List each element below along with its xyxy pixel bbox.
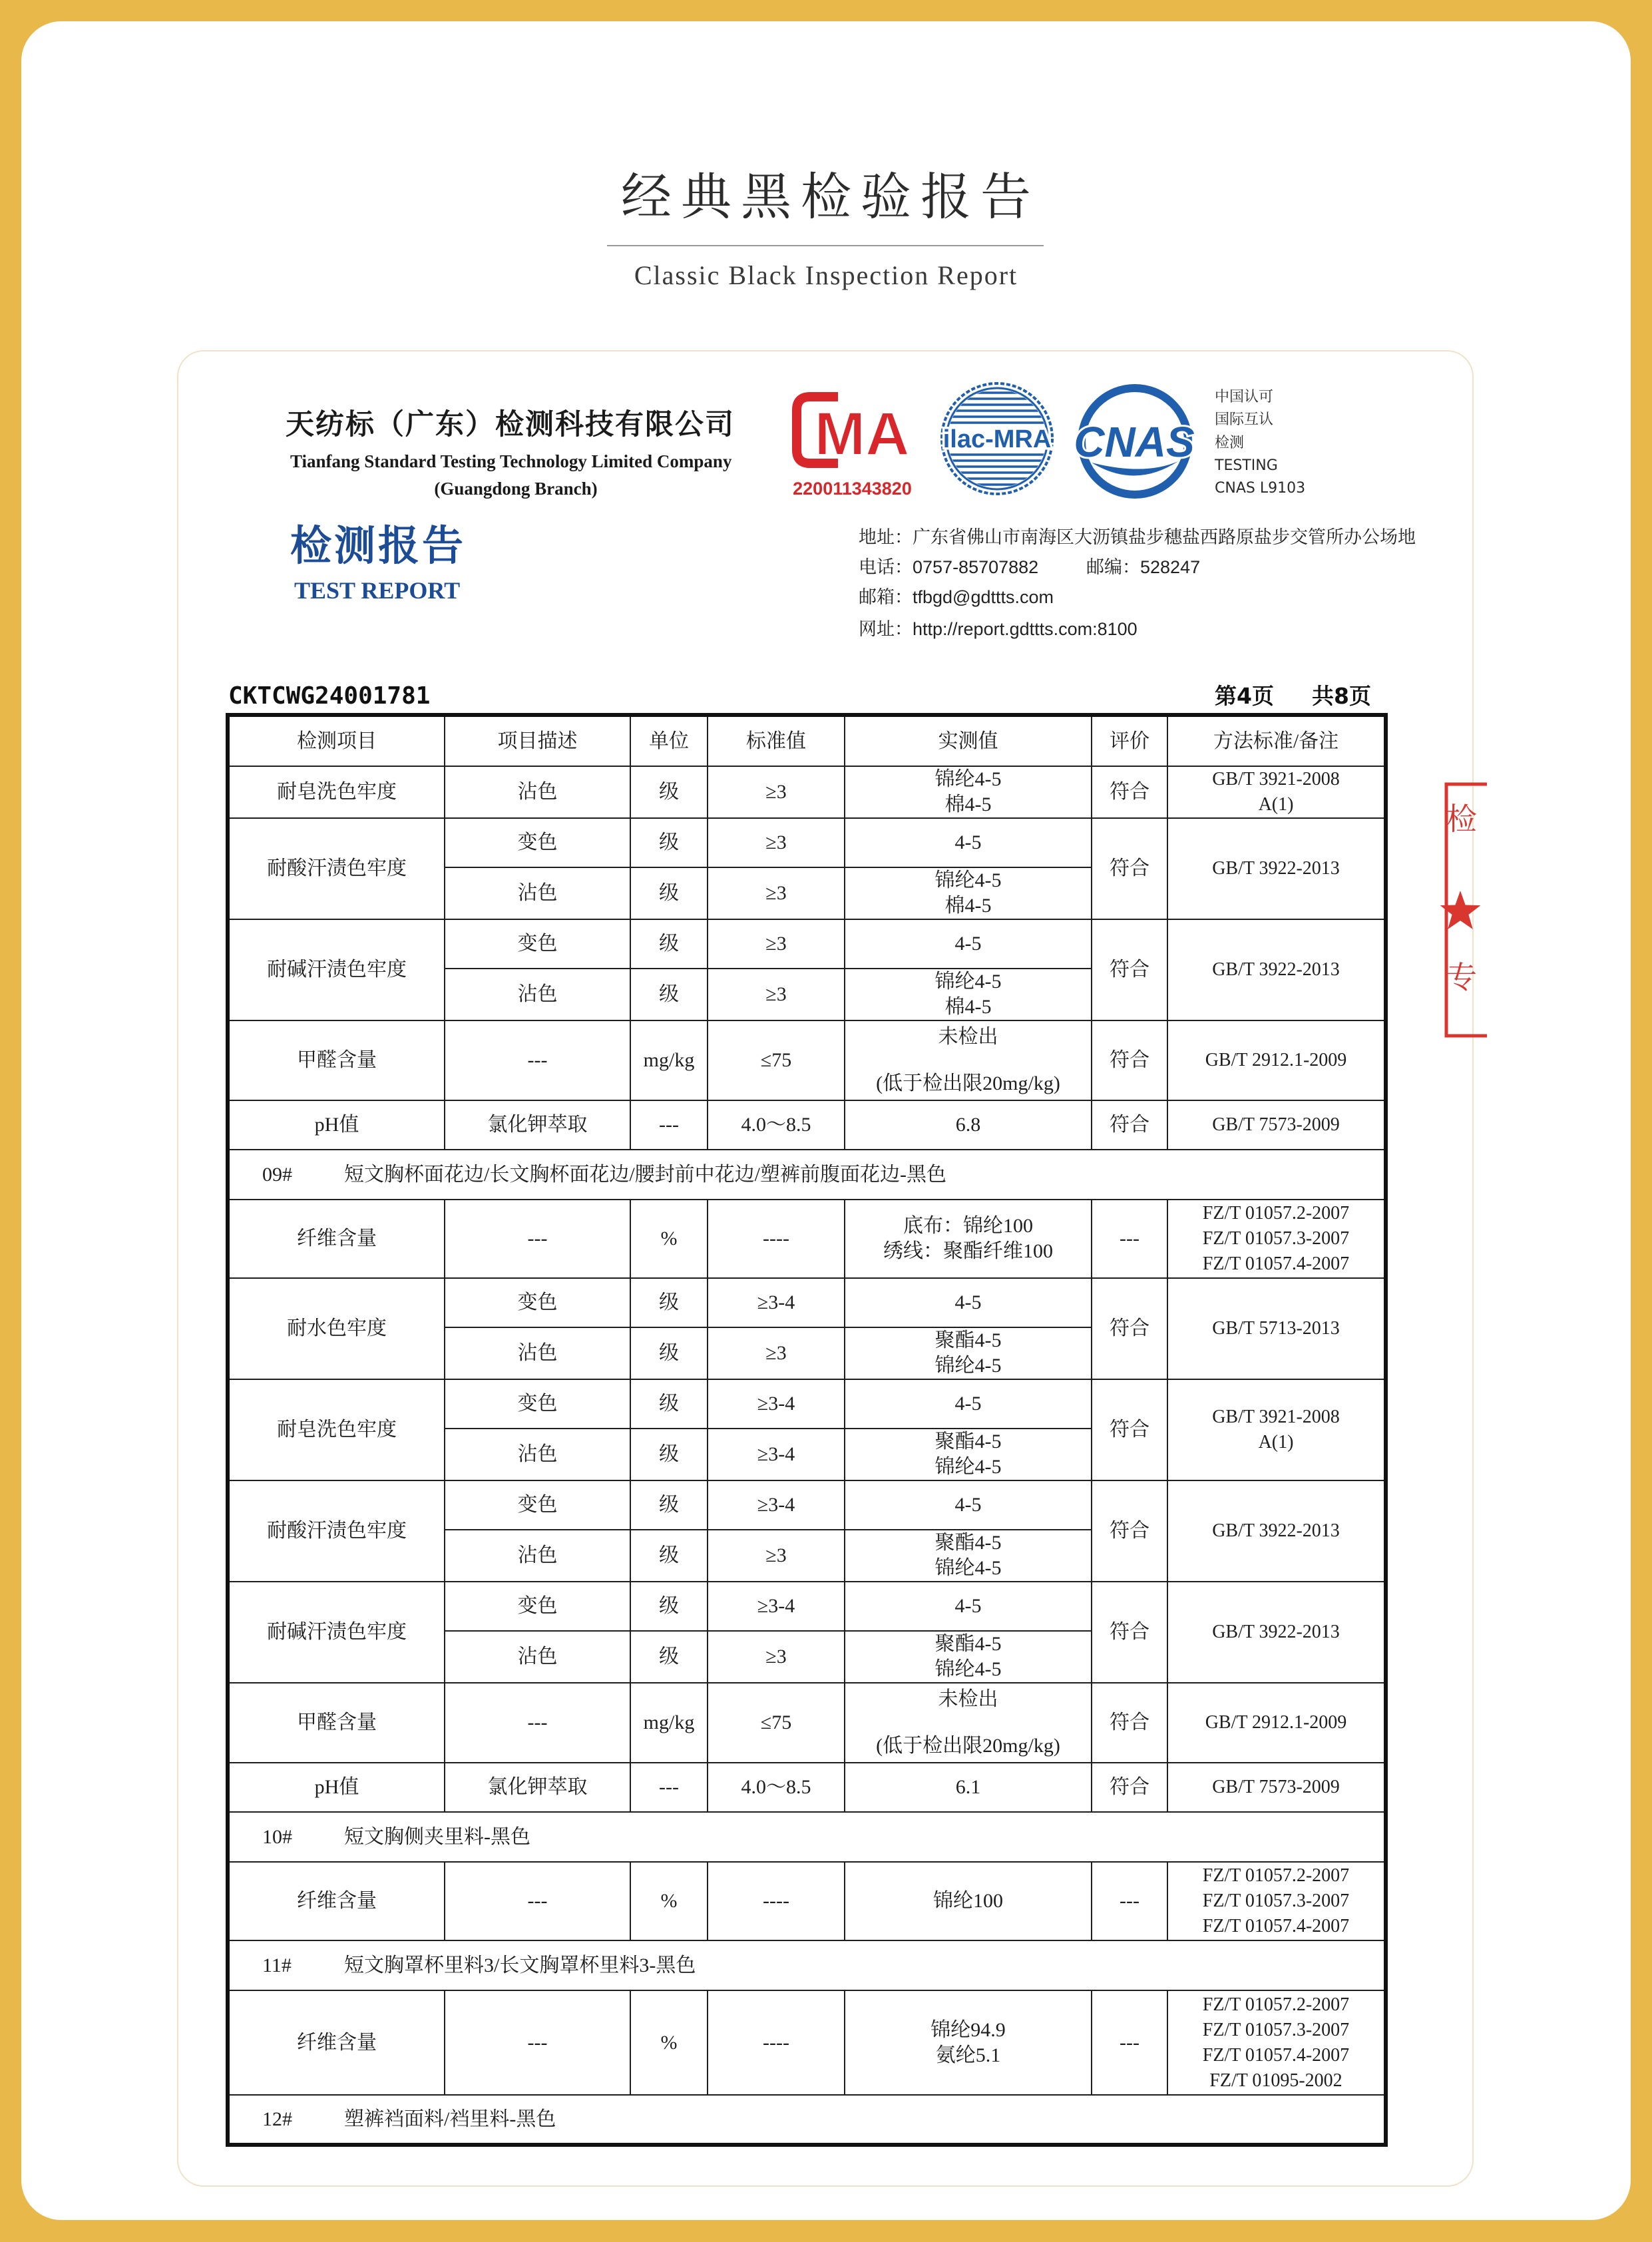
standard-cell: ≤75 [708, 1020, 845, 1100]
test-item-cell: 甲醛含量 [228, 1020, 445, 1100]
verdict-cell: 符合 [1092, 919, 1167, 1020]
method-line: GB/T 7573-2009 [1212, 1114, 1340, 1135]
report-heading-cn: 检测报告 [290, 521, 467, 570]
unit-cell: 级 [630, 1582, 708, 1631]
result-cell [845, 818, 1092, 867]
description-cell: 沾色 [445, 867, 630, 919]
result-cell [845, 1200, 1092, 1278]
page-subtitle: Classic Black Inspection Report [634, 260, 1018, 290]
table-row [228, 1862, 1386, 1940]
unit-cell: 级 [630, 969, 708, 1020]
test-item-cell: 耐酸汗渍色牢度 [228, 1480, 445, 1582]
description-cell: 变色 [445, 818, 630, 867]
standard-cell: ≥3 [708, 818, 845, 867]
test-item-cell: 耐碱汗渍色牢度 [228, 919, 445, 1020]
seal-char-bottom: 专 [1446, 959, 1477, 995]
method-cell [1167, 1379, 1386, 1480]
method-line: A(1) [1258, 794, 1294, 815]
sample-cell [228, 1150, 1386, 1200]
method-line: GB/T 3922-2013 [1212, 1622, 1340, 1642]
result-note: (低于检出限20mg/kg) [876, 1735, 1060, 1757]
table-row [228, 1582, 1386, 1631]
result-line: 锦纶4-5 [934, 1355, 1002, 1377]
table-row [228, 1763, 1386, 1812]
cnas-caption-line: TESTING [1215, 457, 1278, 474]
method-cell [1167, 766, 1386, 818]
method-line: FZ/T 01057.3-2007 [1202, 2019, 1350, 2040]
sample-number: 09# [262, 1163, 292, 1186]
result-cell [845, 1100, 1092, 1150]
description-cell: 变色 [445, 919, 630, 969]
header-unit: 单位 [630, 715, 708, 766]
method-line: FZ/T 01057.4-2007 [1202, 2044, 1350, 2066]
title-divider [607, 245, 1044, 246]
unit-cell: 级 [630, 1379, 708, 1429]
method-line: GB/T 3922-2013 [1212, 858, 1340, 879]
standard-cell: ≥3-4 [708, 1429, 845, 1480]
verdict-cell: 符合 [1092, 1278, 1167, 1379]
table-row [228, 1683, 1386, 1763]
sample-cell [228, 1940, 1386, 1990]
standard-cell: ≥3 [708, 1530, 845, 1582]
method-line: GB/T 7573-2009 [1212, 1777, 1340, 1797]
standard-cell: 4.0～8.5 [708, 1100, 845, 1150]
contact-address: 地址：广东省佛山市南海区大沥镇盐步穗盐西路原盐步交管所办公场地 [859, 527, 1416, 547]
verdict-cell: --- [1092, 1990, 1167, 2095]
verdict-cell: 符合 [1092, 1020, 1167, 1100]
page-total: 共8页 [1312, 683, 1371, 709]
method-line: GB/T 3922-2013 [1212, 1520, 1340, 1541]
test-item-cell: 纤维含量 [228, 1862, 445, 1940]
result-line: 聚酯4-5 [934, 1431, 1002, 1453]
result-cell [845, 1480, 1092, 1530]
sample-row [228, 1812, 1386, 1862]
verdict-cell: 符合 [1092, 1379, 1167, 1480]
result-cell [845, 1582, 1092, 1631]
result-value: 未检出 [938, 1026, 998, 1048]
result-cell [845, 1020, 1092, 1100]
standard-cell: ≥3 [708, 919, 845, 969]
header-result: 实测值 [845, 715, 1092, 766]
method-line: GB/T 3922-2013 [1212, 959, 1340, 980]
method-line: GB/T 3921-2008 [1212, 1407, 1340, 1427]
method-cell [1167, 1990, 1386, 2095]
result-line: 4-5 [954, 1393, 982, 1415]
cma-logo-icon [790, 389, 915, 471]
unit-cell: 级 [630, 1631, 708, 1683]
result-line: 棉4-5 [944, 793, 992, 815]
verdict-cell: --- [1092, 1862, 1167, 1940]
method-line: FZ/T 01057.4-2007 [1202, 1916, 1350, 1936]
test-item-cell: 纤维含量 [228, 1200, 445, 1278]
result-cell [845, 1631, 1092, 1683]
result-line: 锦纶100 [933, 1890, 1003, 1912]
result-line: 锦纶4-5 [934, 1456, 1002, 1478]
cnas-caption-line: CNAS L9103 [1215, 480, 1306, 497]
result-line: 4-5 [954, 933, 982, 955]
report-table [226, 713, 1388, 2147]
table-row [228, 1278, 1386, 1327]
sample-number: 11# [262, 1954, 292, 1976]
description-cell: --- [445, 1990, 630, 2095]
test-item-cell: 耐酸汗渍色牢度 [228, 818, 445, 919]
test-item-cell: 耐碱汗渍色牢度 [228, 1582, 445, 1683]
result-value: 未检出 [938, 1688, 998, 1710]
description-cell: 变色 [445, 1582, 630, 1631]
seal-stamp [1440, 780, 1477, 1040]
table-row [228, 919, 1386, 969]
method-line: FZ/T 01057.3-2007 [1202, 1228, 1350, 1249]
result-cell [845, 1379, 1092, 1429]
unit-cell: 级 [630, 766, 708, 818]
result-line: 锦纶4-5 [934, 768, 1002, 790]
description-cell: 变色 [445, 1379, 630, 1429]
result-line: 锦纶94.9 [930, 2018, 1006, 2041]
header-method: 方法标准/备注 [1167, 715, 1386, 766]
contact-email: 邮箱：tfbgd@gdttts.com [859, 587, 1054, 607]
standard-cell: ≤75 [708, 1683, 845, 1763]
description-cell: --- [445, 1020, 630, 1100]
unit-cell: 级 [630, 1480, 708, 1530]
header-test-item: 检测项目 [228, 715, 445, 766]
method-line: GB/T 2912.1-2009 [1205, 1712, 1347, 1733]
unit-cell: 级 [630, 818, 708, 867]
company-branch: (Guangdong Branch) [434, 479, 598, 499]
result-note: (低于检出限20mg/kg) [876, 1072, 1060, 1094]
unit-cell: --- [630, 1100, 708, 1150]
result-line: 锦纶4-5 [934, 1557, 1002, 1579]
standard-cell: ≥3 [708, 1327, 845, 1379]
table-row [228, 1990, 1386, 2095]
standard-cell: ≥3 [708, 766, 845, 818]
result-cell [845, 766, 1092, 818]
page-current: 第4页 [1215, 683, 1274, 709]
contact-phone: 电话：0757-85707882 [859, 557, 1039, 577]
sample-cell [228, 1812, 1386, 1862]
description-cell: 沾色 [445, 1631, 630, 1683]
sample-description: 短文胸杯面花边/长文胸杯面花边/腰封前中花边/塑裤前腹面花边-黑色 [344, 1163, 946, 1186]
method-cell [1167, 1200, 1386, 1278]
method-cell [1167, 1763, 1386, 1812]
result-stack [848, 1024, 1088, 1096]
test-item-cell: 甲醛含量 [228, 1683, 445, 1763]
result-line: 聚酯4-5 [934, 1532, 1002, 1554]
cnas-caption [1215, 386, 1305, 500]
result-cell [845, 1862, 1092, 1940]
standard-cell: ≥3 [708, 867, 845, 919]
sample-number: 12# [262, 2108, 292, 2130]
table-row [228, 1100, 1386, 1150]
sample-number: 10# [262, 1825, 292, 1848]
verdict-cell: 符合 [1092, 818, 1167, 919]
sample-description: 塑裤裆面料/裆里料-黑色 [344, 2108, 556, 2130]
header-standard: 标准值 [708, 715, 845, 766]
table-header-row [228, 715, 1386, 766]
result-line: 6.8 [955, 1114, 981, 1136]
result-cell [845, 1530, 1092, 1582]
test-item-cell: 耐皂洗色牢度 [228, 766, 445, 818]
company-name-cn: 天纺标（广东）检测科技有限公司 [286, 408, 735, 441]
cma-certificate-number: 220011343820 [793, 479, 912, 499]
standard-cell: ≥3 [708, 1631, 845, 1683]
result-line: 锦纶4-5 [934, 869, 1002, 891]
unit-cell: mg/kg [630, 1020, 708, 1100]
description-cell: --- [445, 1683, 630, 1763]
method-line: A(1) [1258, 1432, 1294, 1453]
table-row [228, 1200, 1386, 1278]
standard-cell: 4.0～8.5 [708, 1763, 845, 1812]
unit-cell: 级 [630, 1278, 708, 1327]
method-cell [1167, 1278, 1386, 1379]
result-cell [845, 969, 1092, 1020]
cnas-caption-line: 国际互认 [1215, 411, 1274, 429]
table-row [228, 1020, 1386, 1100]
standard-cell: ≥3-4 [708, 1480, 845, 1530]
description-cell: 沾色 [445, 766, 630, 818]
cnas-logo-mark: CNAS [1074, 418, 1195, 466]
verdict-cell: 符合 [1092, 1480, 1167, 1582]
standard-cell: ≥3-4 [708, 1582, 845, 1631]
verdict-cell: 符合 [1092, 766, 1167, 818]
description-cell: --- [445, 1200, 630, 1278]
result-line: 锦纶4-5 [934, 971, 1002, 993]
method-cell [1167, 1582, 1386, 1683]
standard-cell: ---- [708, 1990, 845, 2095]
method-cell [1167, 1683, 1386, 1763]
unit-cell: 级 [630, 919, 708, 969]
unit-cell: mg/kg [630, 1683, 708, 1763]
table-row [228, 1480, 1386, 1530]
unit-cell: 级 [630, 1429, 708, 1480]
description-cell: 变色 [445, 1278, 630, 1327]
verdict-cell: --- [1092, 1200, 1167, 1278]
verdict-cell: 符合 [1092, 1582, 1167, 1683]
result-line: 聚酯4-5 [934, 1329, 1002, 1351]
test-item-cell: 纤维含量 [228, 1990, 445, 2095]
result-line: 锦纶4-5 [934, 1658, 1002, 1680]
contact-postcode: 邮编：528247 [1086, 557, 1201, 577]
unit-cell: 级 [630, 1327, 708, 1379]
result-line: 6.1 [955, 1776, 981, 1798]
contact-website: 网址：http://report.gdttts.com:8100 [859, 619, 1137, 639]
standard-cell: ---- [708, 1862, 845, 1940]
method-cell [1167, 919, 1386, 1020]
result-cell [845, 1327, 1092, 1379]
description-cell: 氯化钾萃取 [445, 1763, 630, 1812]
test-item-cell: 耐水色牢度 [228, 1278, 445, 1379]
company-name-en: Tianfang Standard Testing Technology Limited Company [290, 451, 732, 471]
verdict-cell: 符合 [1092, 1100, 1167, 1150]
description-cell: --- [445, 1862, 630, 1940]
page-title: 经典黑检验报告 [621, 167, 1040, 226]
method-cell [1167, 1862, 1386, 1940]
unit-cell: 级 [630, 867, 708, 919]
standard-cell: ≥3-4 [708, 1278, 845, 1327]
header-verdict: 评价 [1092, 715, 1167, 766]
method-line: FZ/T 01057.2-2007 [1202, 1994, 1350, 2015]
description-cell: 沾色 [445, 1429, 630, 1480]
method-cell [1167, 1480, 1386, 1582]
standard-cell: ≥3-4 [708, 1379, 845, 1429]
unit-cell: % [630, 1200, 708, 1278]
cma-logo-mark: MA [814, 400, 910, 468]
result-cell [845, 1278, 1092, 1327]
result-cell [845, 867, 1092, 919]
result-line: 棉4-5 [944, 895, 992, 917]
verdict-cell: 符合 [1092, 1683, 1167, 1763]
description-cell: 沾色 [445, 969, 630, 1020]
seal-char-top: 检 [1446, 801, 1477, 837]
ilac-logo-mark: ilac-MRA [942, 425, 1052, 453]
result-line: 4-5 [954, 1291, 982, 1313]
sample-row [228, 1940, 1386, 1990]
result-cell [845, 1429, 1092, 1480]
description-cell: 沾色 [445, 1530, 630, 1582]
cnas-caption-line: 检测 [1215, 434, 1245, 451]
verdict-cell: 符合 [1092, 1763, 1167, 1812]
table-row [228, 1379, 1386, 1429]
cnas-logo-icon [1072, 383, 1197, 500]
header-description: 项目描述 [445, 715, 630, 766]
unit-cell: % [630, 1990, 708, 2095]
result-line: 氨纶5.1 [935, 2044, 1001, 2066]
result-cell [845, 1683, 1092, 1763]
method-cell [1167, 1020, 1386, 1100]
table-row [228, 766, 1386, 818]
table-body [228, 766, 1386, 2145]
sample-description: 短文胸侧夹里料-黑色 [344, 1825, 530, 1848]
method-line: FZ/T 01057.2-2007 [1202, 1203, 1350, 1224]
result-line: 4-5 [954, 1494, 982, 1516]
test-item-cell: pH值 [228, 1100, 445, 1150]
result-line: 底布：锦纶100 [903, 1215, 1033, 1237]
sample-cell [228, 2095, 1386, 2145]
method-line: FZ/T 01057.2-2007 [1202, 1865, 1350, 1886]
method-line: FZ/T 01057.4-2007 [1202, 1253, 1350, 1274]
unit-cell: 级 [630, 1530, 708, 1582]
sample-description: 短文胸罩杯里料3/长文胸罩杯里料3-黑色 [344, 1954, 696, 1976]
sample-row [228, 2095, 1386, 2145]
report-heading-en: TEST REPORT [294, 577, 461, 604]
standard-cell: ≥3 [708, 969, 845, 1020]
method-line: FZ/T 01095-2002 [1209, 2070, 1342, 2091]
unit-cell: --- [630, 1763, 708, 1812]
result-line: 绣线：聚酯纤维100 [883, 1240, 1053, 1262]
description-cell: 氯化钾萃取 [445, 1100, 630, 1150]
method-cell [1167, 818, 1386, 919]
test-item-cell: 耐皂洗色牢度 [228, 1379, 445, 1480]
description-cell: 沾色 [445, 1327, 630, 1379]
result-line: 4-5 [954, 1595, 982, 1617]
unit-cell: % [630, 1862, 708, 1940]
description-cell: 变色 [445, 1480, 630, 1530]
result-cell [845, 1990, 1092, 2095]
sample-row [228, 1150, 1386, 1200]
method-line: GB/T 5713-2013 [1212, 1318, 1340, 1339]
method-cell [1167, 1100, 1386, 1150]
method-line: GB/T 2912.1-2009 [1205, 1050, 1347, 1070]
method-line: GB/T 3921-2008 [1212, 769, 1340, 789]
result-cell [845, 1763, 1092, 1812]
standard-cell: ---- [708, 1200, 845, 1278]
test-item-cell: pH值 [228, 1763, 445, 1812]
result-stack [848, 1687, 1088, 1759]
method-line: FZ/T 01057.3-2007 [1202, 1891, 1350, 1911]
result-line: 4-5 [954, 831, 982, 853]
cnas-caption-line: 中国认可 [1215, 389, 1274, 405]
result-cell [845, 919, 1092, 969]
table-row [228, 818, 1386, 867]
ilac-mra-logo-icon [940, 374, 1054, 503]
result-line: 聚酯4-5 [934, 1633, 1002, 1655]
result-line: 棉4-5 [944, 996, 992, 1018]
report-number: CKTCWG24001781 [228, 682, 431, 710]
